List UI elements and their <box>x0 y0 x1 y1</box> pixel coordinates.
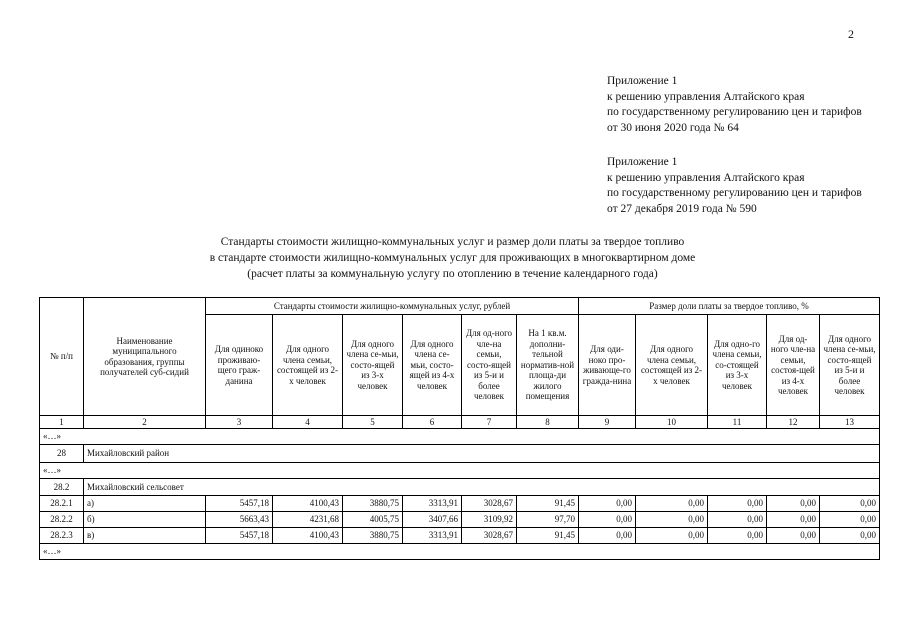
cell-value: 4005,75 <box>343 512 403 528</box>
appendix-line: от 30 июня 2020 года № 64 <box>607 121 739 134</box>
row-name: а) <box>84 496 206 512</box>
cell-value: 4231,68 <box>273 512 343 528</box>
appendix-line: к решению управления Алтайского края <box>607 171 805 184</box>
cell-value: 0,00 <box>636 512 708 528</box>
cell-value: 3313,91 <box>403 528 462 544</box>
cell-value: 3028,67 <box>462 528 517 544</box>
document-title <box>0 234 905 282</box>
cell-value: 97,70 <box>517 512 579 528</box>
appendix-line: по государственному регулированию цен и тарифов <box>607 106 862 119</box>
cell-value: 0,00 <box>579 528 636 544</box>
row-num: 28.2.1 <box>40 496 84 512</box>
header-share-col: Для од-ного чле-на семьи, состоя-щей из 4-х человек <box>767 315 820 416</box>
cell-value: 0,00 <box>636 528 708 544</box>
column-number: 6 <box>403 416 462 429</box>
header-share-col: Для одного члена семьи, состоящей из 2-х человек <box>636 315 708 416</box>
header-standards-group: Стандарты стоимости жилищно-коммунальных услуг, рублей <box>206 298 579 315</box>
cell-value: 3313,91 <box>403 496 462 512</box>
cell-value: 0,00 <box>820 512 880 528</box>
cell-value: 3109,92 <box>462 512 517 528</box>
cell-value: 0,00 <box>767 512 820 528</box>
cell-value: 0,00 <box>636 496 708 512</box>
cell-value: 91,45 <box>517 496 579 512</box>
column-number: 1 <box>40 416 84 429</box>
row-name: б) <box>84 512 206 528</box>
council-num: 28.2 <box>40 479 84 496</box>
cell-value: 5457,18 <box>206 528 273 544</box>
cell-value: 0,00 <box>708 496 767 512</box>
title-line: в стандарте стоимости жилищно-коммунальных услуг для проживающих в многоквартирном доме <box>209 252 696 264</box>
table-row <box>40 512 880 528</box>
appendix-line: от 27 декабря 2019 года № 590 <box>607 202 757 215</box>
table-row <box>40 496 880 512</box>
title-line: Стандарты стоимости жилищно-коммунальных услуг и размер доли платы за твердое топливо <box>220 236 685 248</box>
cell-value: 4100,43 <box>273 496 343 512</box>
column-number: 12 <box>767 416 820 429</box>
title-line: (расчет платы за коммунальную услугу по отоплению в течение календарного года) <box>247 268 658 280</box>
header-standards-col: Для одного члена се-мьи, состо-ящей из 4-х человек <box>403 315 462 416</box>
header-share-col: Для оди-ноко про-живающе-го гражда-нина <box>579 315 636 416</box>
council-name: Михайловский сельсовет <box>84 479 880 496</box>
appendix-note-2020 <box>607 74 862 136</box>
ellipsis-row: «…» <box>40 544 880 560</box>
cell-value: 0,00 <box>708 528 767 544</box>
header-standards-col: Для од-ного чле-на семьи, состо-ящей из 5-и и более человек <box>462 315 517 416</box>
appendix-note-2019 <box>607 155 862 217</box>
cell-value: 0,00 <box>579 496 636 512</box>
appendix-line: Приложение 1 <box>607 156 678 168</box>
column-number: 4 <box>273 416 343 429</box>
cell-value: 0,00 <box>820 496 880 512</box>
page-number: 2 <box>848 27 854 41</box>
cell-value: 5663,43 <box>206 512 273 528</box>
header-standards-col: Для одного члена се-мьи, состо-ящей из 3-х человек <box>343 315 403 416</box>
cell-value: 0,00 <box>820 528 880 544</box>
appendix-line: Приложение 1 <box>607 75 678 87</box>
column-number: 10 <box>636 416 708 429</box>
appendix-line: по государственному регулированию цен и тарифов <box>607 187 862 200</box>
cell-value: 4100,43 <box>273 528 343 544</box>
cell-value: 3880,75 <box>343 496 403 512</box>
header-share-group: Размер доли платы за твердое топливо, % <box>579 298 880 315</box>
ellipsis-row: «…» <box>40 463 880 479</box>
ellipsis-row: «…» <box>40 429 880 445</box>
column-number: 3 <box>206 416 273 429</box>
cell-value: 0,00 <box>579 512 636 528</box>
row-num: 28.2.3 <box>40 528 84 544</box>
column-number: 11 <box>708 416 767 429</box>
header-name: Наименование муниципального образования, группы получателей суб-сидий <box>84 298 206 416</box>
header-standards-col: На 1 кв.м. дополни-тельной норматив-ной площа-ди жилого помещения <box>517 315 579 416</box>
cell-value: 3407,66 <box>403 512 462 528</box>
cell-value: 5457,18 <box>206 496 273 512</box>
column-number: 9 <box>579 416 636 429</box>
column-number: 7 <box>462 416 517 429</box>
cell-value: 0,00 <box>767 496 820 512</box>
column-number: 13 <box>820 416 880 429</box>
appendix-line: к решению управления Алтайского края <box>607 90 805 103</box>
cell-value: 91,45 <box>517 528 579 544</box>
header-share-col: Для одного члена се-мьи, состо-ящей из 5-и и более человек <box>820 315 880 416</box>
cell-value: 3028,67 <box>462 496 517 512</box>
column-number: 2 <box>84 416 206 429</box>
district-name: Михайловский район <box>84 445 880 463</box>
cell-value: 3880,75 <box>343 528 403 544</box>
cell-value: 0,00 <box>767 528 820 544</box>
header-standards-col: Для одного члена семьи, состоящей из 2-х человек <box>273 315 343 416</box>
header-standards-col: Для одиноко проживаю-щего граж-данина <box>206 315 273 416</box>
header-num: № п/п <box>40 298 84 416</box>
header-share-col: Для одно-го члена семьи, со-стоящей из 3-х человек <box>708 315 767 416</box>
row-num: 28.2.2 <box>40 512 84 528</box>
cell-value: 0,00 <box>708 512 767 528</box>
table-row <box>40 528 880 544</box>
row-name: в) <box>84 528 206 544</box>
standards-table <box>39 297 880 560</box>
district-num: 28 <box>40 445 84 463</box>
column-number: 8 <box>517 416 579 429</box>
column-number: 5 <box>343 416 403 429</box>
